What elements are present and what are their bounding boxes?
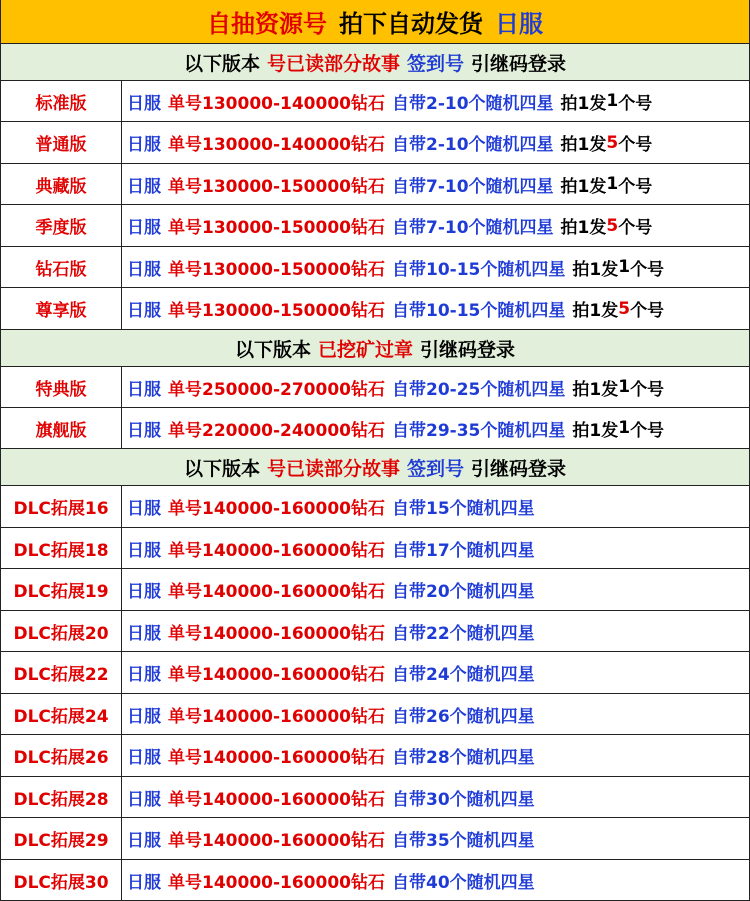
table-row	[1, 164, 749, 205]
edition-name: DLC拓展19	[1, 569, 122, 610]
edition-desc: 日服 单号140000-160000钻石 自带40个随机四星	[127, 872, 535, 893]
table-row	[1, 528, 749, 569]
table-row	[1, 288, 749, 330]
title-blue: 日服	[495, 10, 543, 38]
section-text: 签到号	[407, 52, 465, 75]
edition-name: DLC拓展28	[1, 777, 122, 817]
table-row	[1, 408, 749, 449]
title-black: 拍下自动发货	[339, 10, 483, 38]
section-text: 签到号	[407, 457, 465, 480]
table-row	[1, 367, 749, 408]
edition-desc: 日服 单号140000-160000钻石 自带24个随机四星	[127, 665, 535, 685]
section-text: 引继码登录	[471, 52, 567, 75]
edition-desc: 日服 单号140000-160000钻石 自带28个随机四星	[127, 748, 535, 768]
table-row	[1, 205, 749, 247]
edition-name: DLC拓展24	[1, 694, 122, 734]
edition-name: DLC拓展29	[1, 818, 122, 859]
edition-name: DLC拓展18	[1, 528, 122, 568]
table-row	[1, 569, 749, 611]
edition-desc: 日服 单号130000-140000钻石 自带2-10个随机四星 拍1发 1 个号	[127, 91, 653, 114]
edition-desc: 日服 单号140000-160000钻石 自带22个随机四星	[127, 623, 535, 644]
section-header	[1, 44, 749, 81]
table-row	[1, 486, 749, 528]
section-text: 已挖矿过章	[317, 338, 413, 361]
edition-desc: 日服 单号130000-150000钻石 自带10-15个随机四星 拍1发 5 个号	[127, 298, 665, 321]
edition-desc: 日服 单号140000-160000钻石 自带15个随机四星	[127, 499, 535, 519]
table-row	[1, 611, 749, 652]
edition-desc: 日服 单号140000-160000钻石 自带17个随机四星	[127, 540, 535, 561]
edition-name: 钻石版	[1, 247, 122, 287]
section-text: 以下版本	[183, 457, 260, 480]
edition-desc: 日服 单号140000-160000钻石 自带35个随机四星	[127, 831, 535, 851]
edition-name: 典藏版	[1, 164, 122, 204]
table-row	[1, 777, 749, 818]
edition-name: 尊享版	[1, 288, 122, 329]
edition-desc: 日服 单号130000-150000钻石 自带7-10个随机四星 拍1发 1 个号	[127, 174, 653, 197]
table-row	[1, 81, 749, 122]
edition-desc: 日服 单号140000-160000钻石 自带26个随机四星	[127, 706, 535, 727]
edition-desc: 日服 单号140000-160000钻石 自带20个随机四星	[127, 582, 535, 602]
edition-desc: 日服 单号220000-240000钻石 自带29-35个随机四星 拍1发 1 个号	[127, 418, 665, 441]
table-row	[1, 247, 749, 288]
edition-name: DLC拓展26	[1, 735, 122, 776]
title-red: 自抽资源号	[207, 10, 327, 38]
edition-name: 季度版	[1, 205, 122, 246]
edition-desc: 日服 单号250000-270000钻石 自带20-25个随机四星 拍1发 1 个号	[127, 377, 665, 400]
section-text: 号已读部分故事	[266, 52, 400, 75]
edition-name: DLC拓展20	[1, 611, 122, 651]
table-row	[1, 818, 749, 860]
edition-name: 特典版	[1, 367, 122, 407]
edition-name: DLC拓展30	[1, 860, 122, 900]
edition-name: 普通版	[1, 122, 122, 163]
edition-desc: 日服 单号130000-140000钻石 自带2-10个随机四星 拍1发 5 个号	[127, 132, 653, 155]
section-text: 以下版本	[234, 338, 311, 361]
section-header	[1, 449, 749, 486]
section-text: 引继码登录	[420, 338, 516, 361]
section-text: 号已读部分故事	[266, 457, 400, 480]
table-row	[1, 860, 749, 901]
edition-desc: 日服 单号130000-150000钻石 自带10-15个随机四星 拍1发 1 个号	[127, 257, 665, 280]
edition-name: 标准版	[1, 81, 122, 121]
section-text: 以下版本	[183, 52, 260, 75]
edition-desc: 日服 单号130000-150000钻石 自带7-10个随机四星 拍1发 5 个号	[127, 215, 653, 238]
edition-name: DLC拓展22	[1, 652, 122, 693]
edition-desc: 日服 单号140000-160000钻石 自带30个随机四星	[127, 789, 535, 810]
edition-name: DLC拓展16	[1, 486, 122, 527]
section-text: 引继码登录	[471, 457, 567, 480]
edition-name: 旗舰版	[1, 408, 122, 448]
table-row	[1, 694, 749, 735]
section-header	[1, 330, 749, 367]
page-title	[1, 0, 749, 44]
table-row	[1, 122, 749, 164]
table-row	[1, 652, 749, 694]
table-row	[1, 735, 749, 777]
